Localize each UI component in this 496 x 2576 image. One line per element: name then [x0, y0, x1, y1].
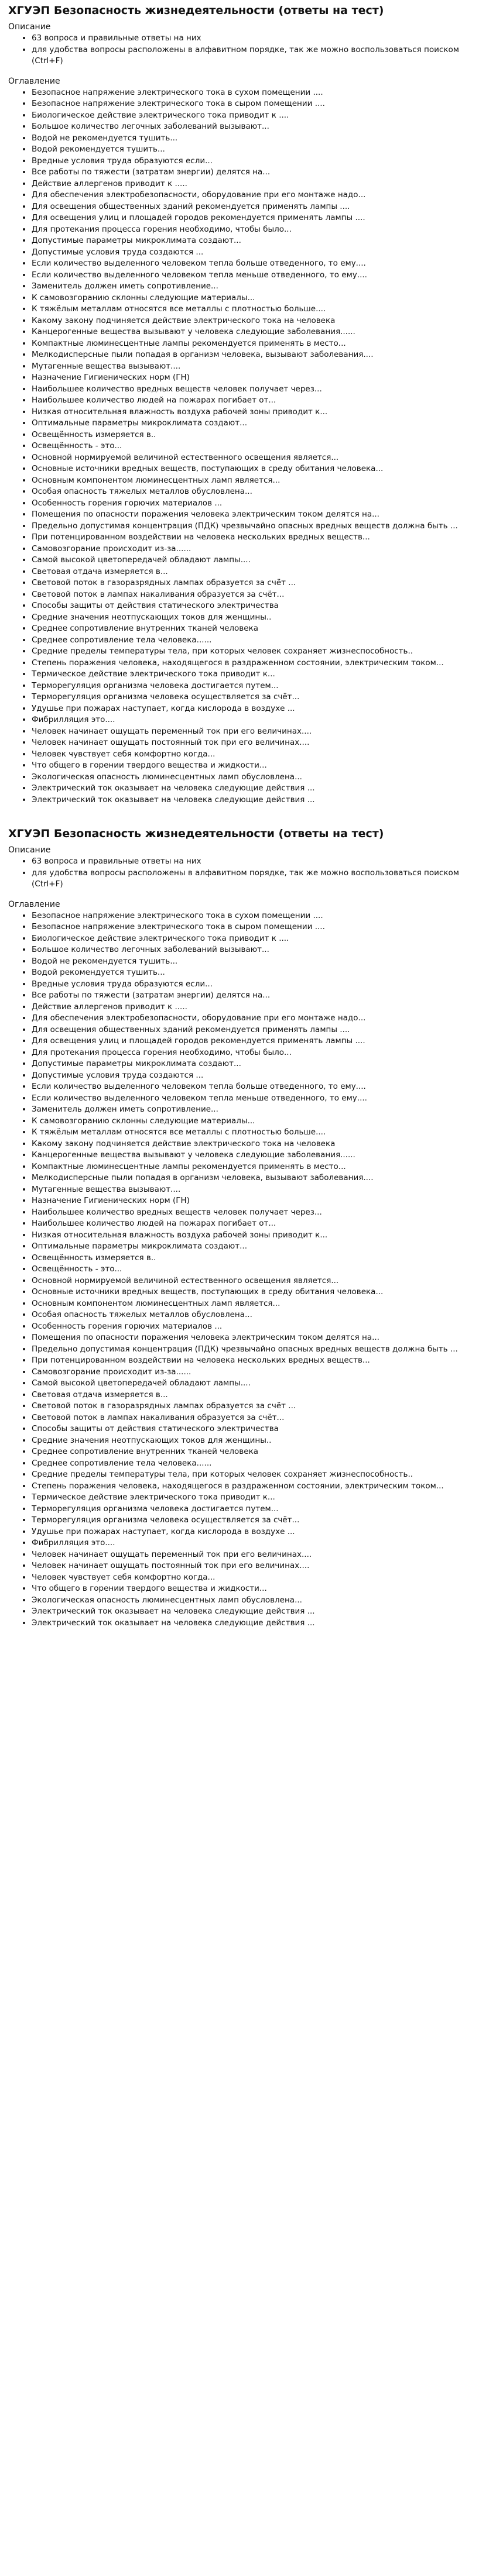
- toc-item: [32, 577, 488, 589]
- toc-item: [32, 714, 488, 726]
- toc-item: [32, 1332, 488, 1344]
- page-title: ХГУЭП Безопасность жизнедеятельности (ответы на тест): [8, 827, 384, 840]
- toc-link[interactable]: Что общего в горении твердого вещества и жидкости...: [32, 1584, 267, 1593]
- description-list: [8, 33, 488, 67]
- toc-item: [32, 990, 488, 1002]
- toc-item: [32, 384, 488, 395]
- toc-link[interactable]: Основным компонентом люминесцентных ламп является...: [32, 1298, 281, 1308]
- toc-link[interactable]: Освещённость измеряется в..: [32, 429, 156, 439]
- toc-link[interactable]: Для обеспечения электробезопасности, оборудование при его монтаже надо...: [32, 190, 366, 200]
- toc-link[interactable]: Экологическая опасность люминесцентных ламп обусловлена...: [32, 772, 302, 782]
- toc-item: [32, 612, 488, 624]
- toc-link[interactable]: Человек начинает ощущать переменный ток при его величинах....: [32, 1549, 312, 1559]
- toc-link[interactable]: Средние пределы температуры тела, при которых человек сохраняет жизнеспособность..: [32, 646, 413, 656]
- toc-link[interactable]: Средние значения неотпускающих токов для женщины..: [32, 612, 272, 622]
- toc-link[interactable]: Терморегуляция организма человека достигается путем...: [32, 680, 279, 690]
- toc-link[interactable]: Безопасное напряжение электрического тока в сухом помещении ....: [32, 910, 323, 920]
- toc-link[interactable]: Назначение Гигиенических норм (ГН): [32, 1196, 190, 1205]
- toc-item: [32, 509, 488, 521]
- toc-item: [32, 795, 488, 806]
- toc-link[interactable]: Особая опасность тяжелых металлов обусловлена...: [32, 1310, 252, 1319]
- toc-link[interactable]: Низкая относительная влажность воздуха рабочей зоны приводит к...: [32, 1230, 328, 1240]
- toc-link[interactable]: Освещённость измеряется в..: [32, 1253, 156, 1263]
- toc-item: [32, 1264, 488, 1275]
- toc-item: [32, 956, 488, 968]
- toc-link[interactable]: Термическое действие электрического тока приводит к...: [32, 669, 275, 679]
- toc-link[interactable]: Основной нормируемой величиной естественного освещения является...: [32, 452, 339, 462]
- toc-link[interactable]: Безопасное напряжение электрического тока в сухом помещении ....: [32, 87, 323, 97]
- toc-link[interactable]: Большое количество легочных заболеваний вызывают...: [32, 945, 269, 954]
- toc-item: [32, 361, 488, 373]
- toc-item: [32, 486, 488, 498]
- toc-link[interactable]: Для освещения общественных зданий рекомендуется применять лампы ....: [32, 201, 350, 211]
- toc-item: [32, 1161, 488, 1173]
- toc-link[interactable]: Особенность горения горючих материалов ...: [32, 1321, 223, 1331]
- toc-item: [32, 703, 488, 715]
- toc-item: [32, 224, 488, 236]
- toc-link[interactable]: Канцерогенные вещества вызывают у человека следующие заболевания......: [32, 1150, 355, 1160]
- toc-list: [8, 87, 488, 806]
- toc-link[interactable]: Электрический ток оказывает на человека следующие действия ...: [32, 1618, 315, 1628]
- toc-link[interactable]: Назначение Гигиенических норм (ГН): [32, 373, 190, 382]
- toc-item: [32, 98, 488, 110]
- toc-item: [32, 1093, 488, 1105]
- toc-item: [32, 349, 488, 361]
- toc-item: [32, 1287, 488, 1298]
- toc-link[interactable]: К тяжёлым металлам относятся все металлы с плотностью больше....: [32, 1127, 326, 1137]
- toc-item: [32, 281, 488, 293]
- toc-link[interactable]: Компактные люминесцентные лампы рекомендуется применять в место...: [32, 1161, 346, 1171]
- toc-item: [32, 1321, 488, 1333]
- toc-item: [32, 692, 488, 703]
- toc-item: [32, 1515, 488, 1526]
- toc-link[interactable]: Световая отдача измеряется в...: [32, 566, 168, 576]
- toc-link[interactable]: Если количество выделенного человеком тепла меньше отведенного, то ему....: [32, 270, 367, 280]
- toc-item: [32, 167, 488, 178]
- toc-item: [32, 1367, 488, 1378]
- toc-link[interactable]: Особенность горения горючих материалов ...: [32, 498, 223, 508]
- toc-item: [32, 144, 488, 156]
- toc-item: [32, 544, 488, 555]
- toc-item: [32, 258, 488, 270]
- toc-link[interactable]: Если количество выделенного человеком тепла больше отведенного, то ему....: [32, 259, 366, 268]
- toc-link[interactable]: Освещённость - это...: [32, 1264, 122, 1274]
- toc-item: [32, 532, 488, 544]
- toc-link[interactable]: Термическое действие электрического тока приводит к...: [32, 1492, 275, 1502]
- toc-link[interactable]: Допустимые параметры микроклимата создают...: [32, 236, 241, 245]
- toc-link[interactable]: Среднее сопротивление внутренних тканей человека: [32, 624, 258, 633]
- toc-link[interactable]: При потенцированном воздействии на человека нескольких вредных веществ...: [32, 532, 370, 542]
- toc-item: [32, 760, 488, 772]
- toc-link[interactable]: Биологическое действие электрического тока приводит к ....: [32, 110, 289, 120]
- toc-link[interactable]: Какому закону подчиняется действие электрического тока на человека: [32, 1139, 336, 1148]
- toc-link[interactable]: Биологическое действие электрического тока приводит к ....: [32, 933, 289, 943]
- toc-item: [32, 1344, 488, 1356]
- toc-item: [32, 967, 488, 979]
- toc-item: [32, 658, 488, 669]
- toc-item: [32, 1139, 488, 1150]
- description-heading: Описание: [8, 845, 51, 855]
- toc-link[interactable]: Фибрилляция это....: [32, 1538, 115, 1547]
- toc-item: [32, 1218, 488, 1230]
- toc-link[interactable]: Основным компонентом люминесцентных ламп является...: [32, 475, 281, 485]
- toc-link[interactable]: Для протекания процесса горения необходимо, чтобы было...: [32, 1047, 292, 1057]
- toc-item: [32, 910, 488, 922]
- toc-item: [32, 372, 488, 384]
- toc-link[interactable]: Степень поражения человека, находящегося в раздраженном состоянии, электрическим током...: [32, 658, 444, 668]
- toc-item: [32, 1241, 488, 1253]
- toc-link[interactable]: Действие аллергенов приводит к .....: [32, 178, 187, 188]
- toc-item: [32, 1172, 488, 1184]
- toc-item: [32, 1618, 488, 1629]
- toc-item: [32, 293, 488, 304]
- toc-link[interactable]: Низкая относительная влажность воздуха рабочей зоны приводит к...: [32, 407, 328, 417]
- toc-item: [32, 1275, 488, 1287]
- toc-link[interactable]: Экологическая опасность люминесцентных ламп обусловлена...: [32, 1595, 302, 1605]
- toc-link[interactable]: Все работы по тяжести (затратам энергии) делятся на...: [32, 167, 271, 177]
- toc-link[interactable]: Водой рекомендуется тушить...: [32, 145, 165, 154]
- toc-link[interactable]: Самовозгорание происходит из-за......: [32, 544, 191, 553]
- toc-item: [32, 1481, 488, 1492]
- toc-link[interactable]: Особая опасность тяжелых металлов обусловлена...: [32, 487, 252, 496]
- toc-link[interactable]: Человек чувствует себя комфортно когда...: [32, 1572, 215, 1582]
- toc-item: [32, 726, 488, 738]
- toc-item: [32, 452, 488, 464]
- toc-link[interactable]: Для обеспечения электробезопасности, оборудование при его монтаже надо...: [32, 1013, 366, 1023]
- toc-link[interactable]: К самовозгоранию склонны следующие материалы...: [32, 293, 255, 302]
- toc-item: [32, 1127, 488, 1139]
- toc-item: [32, 1309, 488, 1321]
- toc-item: [32, 1058, 488, 1070]
- toc-link[interactable]: Помещения по опасности поражения человека электрическим током делятся на...: [32, 1333, 379, 1342]
- toc-item: [32, 1583, 488, 1595]
- toc-link[interactable]: К самовозгоранию склонны следующие материалы...: [32, 1116, 255, 1126]
- toc-link[interactable]: Самой высокой цветопередачей обладают лампы....: [32, 555, 251, 565]
- toc-item: [32, 1423, 488, 1435]
- toc-link[interactable]: Предельно допустимая концентрация (ПДК) чрезвычайно опасных вредных веществ должна быть ...: [32, 521, 458, 531]
- toc-item: [32, 1070, 488, 1082]
- toc-link[interactable]: Канцерогенные вещества вызывают у человека следующие заболевания......: [32, 327, 355, 336]
- toc-item: [32, 772, 488, 783]
- toc-item: [32, 566, 488, 578]
- toc-item: [32, 921, 488, 933]
- toc-item: [32, 1002, 488, 1013]
- toc-link[interactable]: Средние пределы температуры тела, при которых человек сохраняет жизнеспособность..: [32, 1470, 413, 1479]
- toc-item: [32, 247, 488, 259]
- toc-link[interactable]: Человек чувствует себя комфортно когда...: [32, 749, 215, 759]
- toc-link[interactable]: Предельно допустимая концентрация (ПДК) чрезвычайно опасных вредных веществ должна быть ...: [32, 1344, 458, 1354]
- toc-item: [32, 1412, 488, 1424]
- toc-link[interactable]: Водой рекомендуется тушить...: [32, 968, 165, 977]
- toc-link[interactable]: Наибольшее количество вредных веществ человек получает через...: [32, 1207, 322, 1217]
- toc-item: [32, 418, 488, 429]
- toc-item: [32, 1595, 488, 1607]
- toc-link[interactable]: Среднее сопротивление тела человека......: [32, 1458, 212, 1468]
- toc-item: [32, 1560, 488, 1572]
- toc-link[interactable]: Наибольшее количество людей на пожарах погибает от...: [32, 395, 276, 405]
- toc-link[interactable]: Терморегуляция организма человека достигается путем...: [32, 1504, 279, 1514]
- description-item: • 63 вопроса и правильные ответы на них: [32, 856, 488, 868]
- document-copy-1: [0, 0, 496, 806]
- toc-link[interactable]: Человек начинает ощущать переменный ток при его величинах....: [32, 726, 312, 736]
- toc-link[interactable]: Электрический ток оказывает на человека следующие действия ...: [32, 795, 315, 804]
- toc-item: [32, 1526, 488, 1538]
- toc-link[interactable]: Терморегуляция организма человека осуществляется за счёт...: [32, 692, 300, 701]
- toc-item: [32, 1401, 488, 1412]
- description-heading: Описание: [8, 22, 51, 32]
- toc-link[interactable]: Безопасное напряжение электрического тока в сыром помещении ....: [32, 922, 325, 931]
- toc-link[interactable]: Терморегуляция организма человека осуществляется за счёт...: [32, 1515, 300, 1525]
- toc-link[interactable]: Допустимые условия труда создаются ...: [32, 247, 204, 257]
- toc-link[interactable]: Световой поток в лампах накаливания образуется за счёт...: [32, 589, 285, 599]
- toc-item: [32, 1013, 488, 1024]
- toc-item: [32, 1504, 488, 1515]
- toc-link[interactable]: Световой поток в газоразрядных лампах образуется за счёт ...: [32, 1401, 296, 1411]
- toc-link[interactable]: Действие аллергенов приводит к .....: [32, 1002, 187, 1012]
- toc-item: [32, 1150, 488, 1161]
- toc-link[interactable]: Для освещения улиц и площадей городов рекомендуется применять лампы ....: [32, 213, 365, 222]
- toc-item: [32, 1230, 488, 1241]
- toc-item: [32, 475, 488, 487]
- toc-item: [32, 1606, 488, 1618]
- toc-link[interactable]: Допустимые параметры микроклимата создают...: [32, 1059, 241, 1068]
- toc-link[interactable]: Какому закону подчиняется действие электрического тока на человека: [32, 315, 336, 325]
- toc-item: [32, 1549, 488, 1561]
- toc-item: [32, 87, 488, 99]
- page-title: ХГУЭП Безопасность жизнедеятельности (ответы на тест): [8, 4, 384, 17]
- toc-link[interactable]: Способы защиты от действия статического электричества: [32, 1424, 279, 1433]
- toc-item: [32, 338, 488, 350]
- toc-heading: Оглавление: [8, 76, 60, 86]
- toc-link[interactable]: При потенцированном воздействии на человека нескольких вредных веществ...: [32, 1356, 370, 1365]
- toc-item: [32, 315, 488, 327]
- toc-item: [32, 933, 488, 945]
- toc-link[interactable]: Для освещения общественных зданий рекомендуется применять лампы ....: [32, 1024, 350, 1034]
- toc-item: [32, 1469, 488, 1481]
- toc-item: [32, 737, 488, 749]
- toc-link[interactable]: Все работы по тяжести (затратам энергии) делятся на...: [32, 990, 271, 1000]
- toc-item: [32, 1116, 488, 1127]
- toc-link[interactable]: Помещения по опасности поражения человека электрическим током делятся на...: [32, 510, 379, 519]
- toc-link[interactable]: Световой поток в газоразрядных лампах образуется за счёт ...: [32, 578, 296, 587]
- toc-link[interactable]: Наибольшее количество людей на пожарах погибает от...: [32, 1219, 276, 1228]
- toc-link[interactable]: Для протекания процесса горения необходимо, чтобы было...: [32, 224, 292, 234]
- toc-item: [32, 1355, 488, 1367]
- toc-link[interactable]: Световой поток в лампах накаливания образуется за счёт...: [32, 1412, 285, 1422]
- toc-link[interactable]: К тяжёлым металлам относятся все металлы с плотностью больше....: [32, 304, 326, 314]
- toc-item: [32, 235, 488, 247]
- toc-link[interactable]: Средние значения неотпускающих токов для женщины..: [32, 1435, 272, 1445]
- toc-item: [32, 1298, 488, 1310]
- toc-link[interactable]: Удушье при пожарах наступает, когда кислорода в воздухе ...: [32, 1526, 295, 1536]
- toc-item: [32, 270, 488, 281]
- toc-link[interactable]: Фибрилляция это....: [32, 715, 115, 724]
- toc-link[interactable]: Степень поражения человека, находящегося в раздраженном состоянии, электрическим током...: [32, 1481, 444, 1491]
- toc-item: [32, 395, 488, 407]
- toc-item: [32, 190, 488, 201]
- toc-item: [32, 1207, 488, 1219]
- description-item: • для удобства вопросы расположены в алфавитном порядке, так же можно воспользоваться поиском (Ctrl+F): [32, 868, 488, 890]
- toc-link[interactable]: Водой не рекомендуется тушить...: [32, 133, 178, 143]
- toc-item: [32, 979, 488, 990]
- toc-link[interactable]: Среднее сопротивление тела человека......: [32, 635, 212, 645]
- toc-item: [32, 555, 488, 566]
- toc-link[interactable]: Большое количество легочных заболеваний вызывают...: [32, 122, 269, 131]
- toc-link[interactable]: Освещённость - это...: [32, 441, 122, 450]
- toc-link[interactable]: Мелкодисперсные пыли попадая в организм человека, вызывают заболевания....: [32, 350, 374, 359]
- toc-item: [32, 110, 488, 122]
- toc-item: [32, 1024, 488, 1036]
- toc-item: [32, 1036, 488, 1047]
- toc-item: [32, 646, 488, 658]
- toc-item: [32, 326, 488, 338]
- toc-item: [32, 429, 488, 441]
- toc-link[interactable]: Наибольшее количество вредных веществ человек получает через...: [32, 384, 322, 394]
- toc-item: [32, 669, 488, 680]
- toc-item: [32, 212, 488, 224]
- toc-link[interactable]: Заменитель должен иметь сопротивление...: [32, 281, 218, 291]
- toc-item: [32, 1047, 488, 1059]
- toc-item: [32, 407, 488, 418]
- toc-link[interactable]: Способы защиты от действия статического электричества: [32, 601, 279, 610]
- toc-item: [32, 498, 488, 510]
- toc-item: [32, 133, 488, 145]
- toc-link[interactable]: Водой не рекомендуется тушить...: [32, 956, 178, 966]
- toc-link[interactable]: Удушье при пожарах наступает, когда кислорода в воздухе ...: [32, 703, 295, 713]
- toc-item: [32, 1446, 488, 1458]
- document-copy-2: [0, 823, 496, 1629]
- toc-link[interactable]: Компактные люминесцентные лампы рекомендуется применять в место...: [32, 338, 346, 348]
- toc-item: [32, 121, 488, 133]
- toc-heading: Оглавление: [8, 899, 60, 909]
- toc-link[interactable]: Световая отдача измеряется в...: [32, 1390, 168, 1399]
- toc-link[interactable]: Заменитель должен иметь сопротивление...: [32, 1105, 218, 1114]
- toc-item: [32, 1195, 488, 1207]
- description-item: • для удобства вопросы расположены в алфавитном порядке, так же можно воспользоваться поиском (Ctrl+F): [32, 44, 488, 67]
- toc-link[interactable]: Самовозгорание происходит из-за......: [32, 1367, 191, 1377]
- toc-link[interactable]: Вредные условия труда образуются если...: [32, 156, 213, 166]
- toc-item: [32, 749, 488, 761]
- toc-item: [32, 1435, 488, 1447]
- toc-item: [32, 1253, 488, 1264]
- toc-item: [32, 600, 488, 612]
- toc-link[interactable]: Допустимые условия труда создаются ...: [32, 1070, 204, 1080]
- toc-link[interactable]: Для освещения улиц и площадей городов рекомендуется применять лампы ....: [32, 1036, 365, 1045]
- toc-link[interactable]: Что общего в горении твердого вещества и жидкости...: [32, 761, 267, 770]
- toc-link[interactable]: Основной нормируемой величиной естественного освещения является...: [32, 1275, 339, 1285]
- toc-link[interactable]: Если количество выделенного человеком тепла больше отведенного, то ему....: [32, 1082, 366, 1091]
- toc-item: [32, 1572, 488, 1584]
- toc-item: [32, 1538, 488, 1549]
- toc-link[interactable]: Оптимальные параметры микроклимата создают...: [32, 418, 247, 428]
- toc-item: [32, 623, 488, 635]
- toc-item: [32, 463, 488, 475]
- toc-item: [32, 1378, 488, 1390]
- toc-item: [32, 441, 488, 452]
- toc-item: [32, 521, 488, 532]
- toc-item: [32, 1390, 488, 1401]
- toc-item: [32, 783, 488, 795]
- toc-link[interactable]: Электрический ток оказывает на человека следующие действия ...: [32, 1607, 315, 1616]
- description-list: [8, 856, 488, 890]
- toc-link[interactable]: Человек начинает ощущать постоянный ток при его величинах....: [32, 738, 310, 747]
- toc-item: [32, 589, 488, 601]
- toc-link[interactable]: Мутагенные вещества вызывают....: [32, 361, 181, 371]
- toc-item: [32, 944, 488, 956]
- toc-link[interactable]: Оптимальные параметры микроклимата создают...: [32, 1241, 247, 1251]
- toc-link[interactable]: Вредные условия труда образуются если...: [32, 979, 213, 989]
- toc-link[interactable]: Человек начинает ощущать постоянный ток при его величинах....: [32, 1561, 310, 1570]
- toc-link[interactable]: Основные источники вредных веществ, поступающих в среду обитания человека...: [32, 464, 384, 473]
- toc-link[interactable]: Мелкодисперсные пыли попадая в организм человека, вызывают заболевания....: [32, 1173, 374, 1182]
- toc-item: [32, 635, 488, 646]
- toc-item: [32, 1492, 488, 1504]
- toc-link[interactable]: Безопасное напряжение электрического тока в сыром помещении ....: [32, 99, 325, 108]
- toc-item: [32, 1184, 488, 1196]
- toc-item: [32, 156, 488, 167]
- toc-item: [32, 304, 488, 315]
- toc-list: [8, 910, 488, 1629]
- toc-item: [32, 178, 488, 190]
- toc-item: [32, 1081, 488, 1093]
- toc-link[interactable]: Если количество выделенного человеком тепла меньше отведенного, то ему....: [32, 1093, 367, 1103]
- toc-link[interactable]: Самой высокой цветопередачей обладают лампы....: [32, 1378, 251, 1388]
- toc-link[interactable]: Среднее сопротивление внутренних тканей человека: [32, 1447, 258, 1456]
- description-item: • 63 вопроса и правильные ответы на них: [32, 33, 488, 44]
- toc-link[interactable]: Электрический ток оказывает на человека следующие действия ...: [32, 783, 315, 793]
- toc-link[interactable]: Мутагенные вещества вызывают....: [32, 1184, 181, 1194]
- toc-link[interactable]: Основные источники вредных веществ, поступающих в среду обитания человека...: [32, 1287, 384, 1296]
- toc-item: [32, 1104, 488, 1116]
- toc-item: [32, 1458, 488, 1470]
- toc-item: [32, 201, 488, 213]
- toc-item: [32, 680, 488, 692]
